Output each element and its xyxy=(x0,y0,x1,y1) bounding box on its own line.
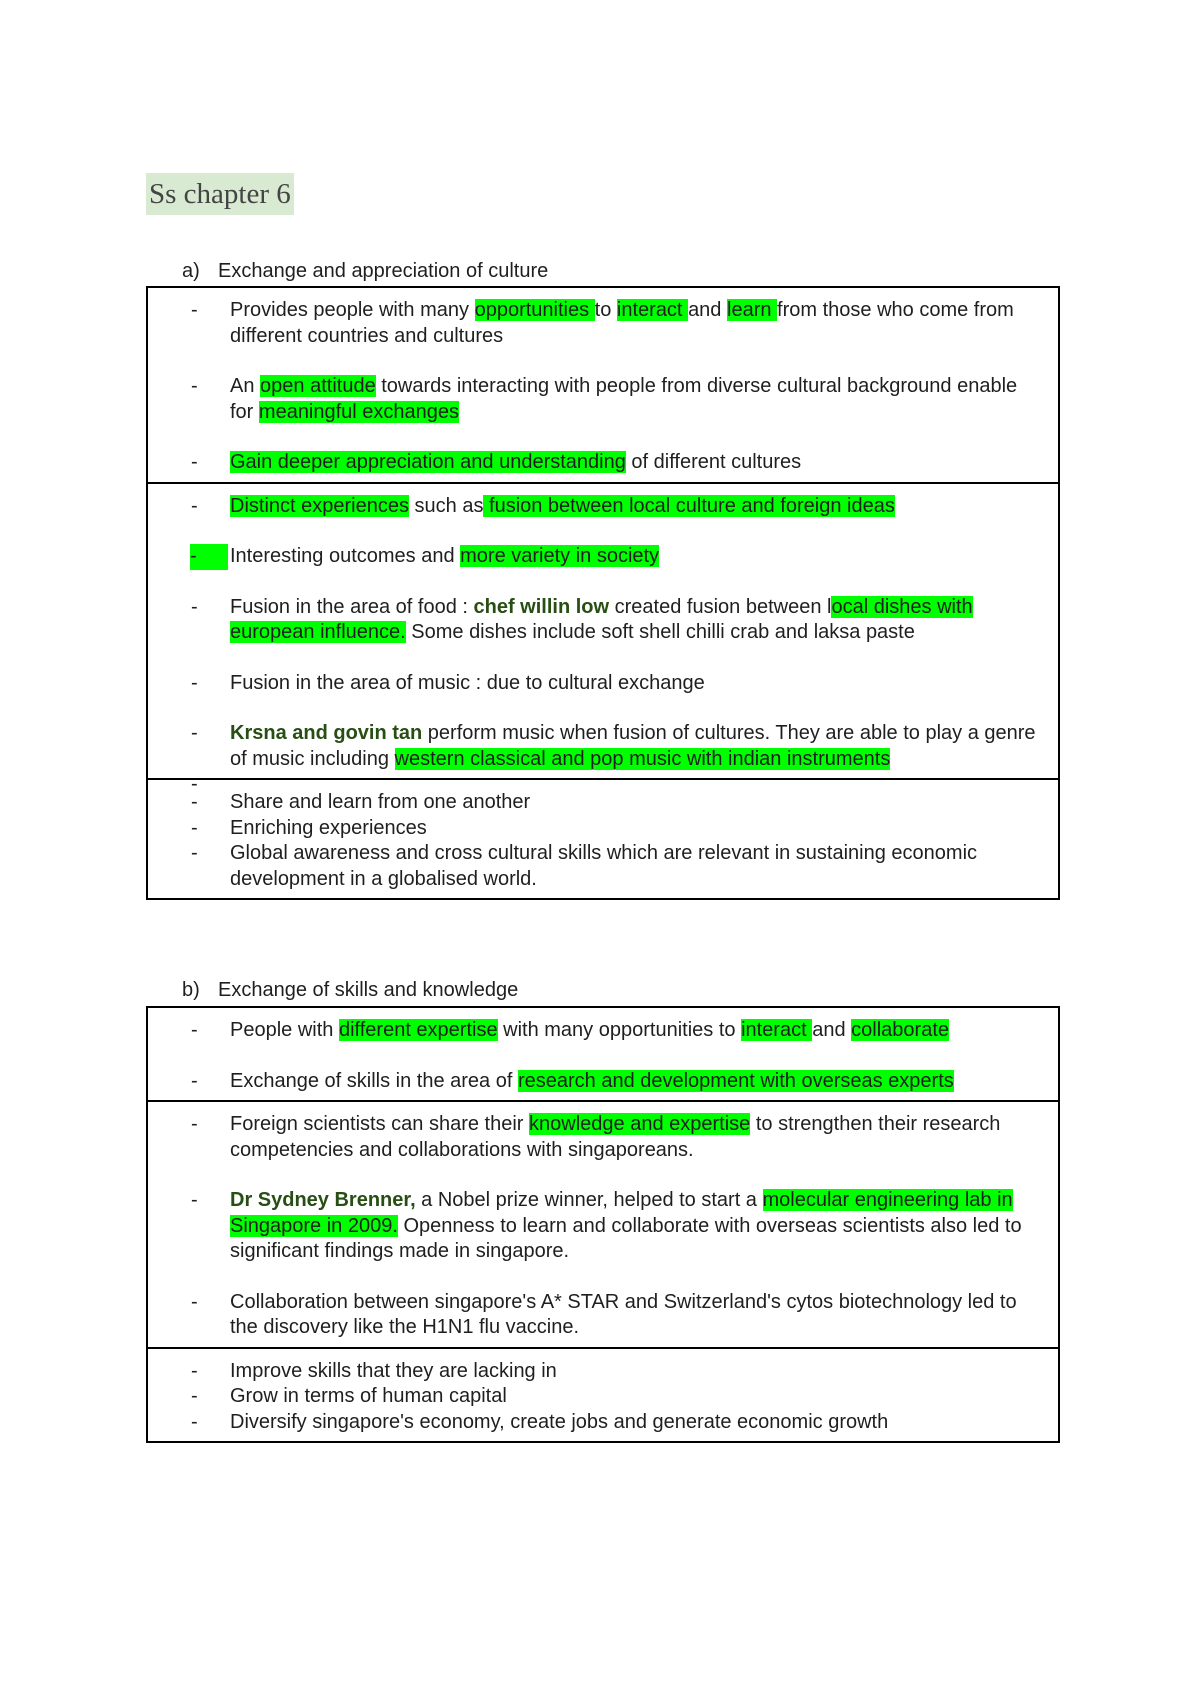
bullet-item xyxy=(148,1018,1046,1044)
bullet-item xyxy=(148,450,1046,476)
section-a-heading xyxy=(182,258,548,284)
bullet-list xyxy=(148,1359,1046,1436)
bullet-text: Diversify singapore's economy, create jobs and generate economic growth xyxy=(230,1410,889,1433)
bullet-dash: - xyxy=(190,544,228,570)
highlighted-text: research and development with overseas experts xyxy=(517,1069,954,1092)
bullet-text: towards interacting with people from diverse cultural background enable for xyxy=(230,375,1018,423)
bullet-text: Fusion in the area of music : due to cultural exchange xyxy=(230,671,705,694)
bullet-dash: - xyxy=(191,1069,198,1092)
bullet-item xyxy=(148,1410,1046,1436)
bold-name-text: Krsna and govin tan xyxy=(230,722,423,744)
highlighted-text: opportunities xyxy=(474,299,595,321)
bullet-item xyxy=(148,721,1046,772)
bullet-item xyxy=(148,1188,1046,1265)
bold-name-text: Dr Sydney Brenner, xyxy=(230,1189,416,1211)
bullet-item xyxy=(148,1384,1046,1410)
bullet-list xyxy=(148,1112,1046,1341)
bullet-list xyxy=(148,298,1046,476)
bullet-dash: - xyxy=(191,1359,198,1382)
bullet-text: Interesting outcomes and xyxy=(230,545,461,567)
highlighted-text: fusion between local culture and foreign ideas xyxy=(483,494,895,517)
bullet-text: and xyxy=(688,299,727,321)
highlighted-text: interact xyxy=(616,299,689,321)
bullet-text: to xyxy=(594,299,617,321)
section-b-heading-text: Exchange of skills and knowledge xyxy=(218,979,519,1001)
table-cell xyxy=(148,1008,1058,1100)
bullet-dash: - xyxy=(191,1019,198,1041)
bullet-list xyxy=(148,1018,1046,1094)
highlighted-text: molecular engineering lab in Singapore in 2009. xyxy=(230,1189,1013,1237)
bullet-text: Foreign scientists can share their xyxy=(230,1113,530,1135)
bullet-item xyxy=(148,544,1046,570)
highlighted-text: collaborate xyxy=(851,1019,949,1041)
bullet-dash: - xyxy=(191,773,198,795)
bullet-dash: - xyxy=(191,1410,198,1433)
bullet-item xyxy=(148,816,1046,842)
bullet-dash: - xyxy=(191,595,198,618)
bullet-text: perform music when fusion of cultures. They are able to play a genre of music including xyxy=(230,722,1036,770)
bullet-dash: - xyxy=(191,1290,198,1313)
bullet-text: from those who come from different countries and cultures xyxy=(230,299,1014,347)
bullet-text: Openness to learn and collaborate with overseas scientists also led to significant findings made in singapore. xyxy=(230,1214,1022,1262)
section-b-heading xyxy=(182,977,518,1003)
table-cell xyxy=(148,1100,1058,1347)
bullet-item xyxy=(148,671,1046,697)
highlighted-text: open attitude xyxy=(260,375,376,397)
bullet-text: Some dishes include soft shell chilli crab and laksa paste xyxy=(405,621,915,643)
highlighted-text: different expertise xyxy=(338,1019,498,1041)
bullet-dash: - xyxy=(191,1385,198,1407)
section-b-table xyxy=(146,1006,1060,1443)
bullet-text: Improve skills that they are lacking in xyxy=(230,1359,557,1382)
bullet-text: Enriching experiences xyxy=(230,816,427,839)
bullet-item xyxy=(148,1290,1046,1341)
section-a-marker: a) xyxy=(182,260,200,282)
bullet-text: Exchange of skills in the area of xyxy=(230,1069,518,1092)
bold-name-text: chef willin low xyxy=(473,595,610,618)
page-title: Ss chapter 6 xyxy=(146,173,294,215)
bullet-dash: - xyxy=(191,842,198,864)
bullet-item xyxy=(148,1069,1046,1095)
highlighted-text: more variety in society xyxy=(460,545,660,567)
table-cell xyxy=(148,482,1058,795)
section-a-table xyxy=(146,286,1060,900)
bullet-text: and xyxy=(812,1019,852,1041)
highlighted-text: western classical and pop music with indian instruments xyxy=(394,747,891,770)
bullet-dash: - xyxy=(191,299,198,321)
bullet-dash: - xyxy=(191,375,198,397)
highlighted-text: learn xyxy=(727,299,778,321)
bullet-list xyxy=(148,494,1046,795)
bullet-dash: - xyxy=(191,722,198,744)
bullet-item xyxy=(148,841,1046,892)
bullet-dash: - xyxy=(191,671,198,694)
bullet-dash: - xyxy=(191,791,198,813)
bullet-dash: - xyxy=(191,1189,198,1211)
bullet-text: of different cultures xyxy=(625,451,802,473)
bullet-item xyxy=(148,1359,1046,1385)
bullet-dash: - xyxy=(191,451,198,473)
bullet-text: An xyxy=(230,375,261,397)
bullet-dash: - xyxy=(191,1113,198,1135)
table-cell xyxy=(148,288,1058,482)
bullet-text: Fusion in the area of food : xyxy=(230,595,474,618)
highlighted-text: Gain deeper appreciation and understanding xyxy=(230,451,626,473)
bullet-text: created fusion between l xyxy=(609,595,832,618)
bullet-text: Global awareness and cross cultural skills which are relevant in sustaining economic development in a globalised world. xyxy=(230,842,978,890)
bullet-item xyxy=(148,298,1046,349)
bullet-text: a Nobel prize winner, helped to start a xyxy=(415,1189,763,1211)
table-cell xyxy=(148,778,1058,898)
highlighted-text: knowledge and expertise xyxy=(529,1113,751,1135)
table-cell xyxy=(148,1347,1058,1442)
highlighted-text: meaningful exchanges xyxy=(258,400,460,423)
bullet-item xyxy=(148,494,1046,520)
bullet-item xyxy=(148,790,1046,816)
bullet-item xyxy=(148,595,1046,646)
highlighted-text: Distinct experiences xyxy=(230,494,409,517)
highlighted-text: interact xyxy=(741,1019,813,1041)
bullet-text: such as xyxy=(408,494,484,517)
bullet-item xyxy=(148,374,1046,425)
bullet-text: Collaboration between singapore's A* STAR and Switzerland's cytos biotechnology led to the discovery like the H1N1 flu vaccine. xyxy=(230,1290,1017,1338)
bullet-text: to strengthen their research competencies and collaborations with singaporeans. xyxy=(230,1113,1001,1161)
bullet-text: Grow in terms of human capital xyxy=(230,1385,507,1407)
bullet-dash: - xyxy=(191,816,198,839)
bullet-dash: - xyxy=(191,494,198,517)
bullet-list xyxy=(148,790,1046,892)
bullet-text: with many opportunities to xyxy=(497,1019,742,1041)
bullet-text: People with xyxy=(230,1019,339,1041)
section-a-heading-text: Exchange and appreciation of culture xyxy=(218,260,549,282)
section-b-marker: b) xyxy=(182,979,200,1001)
bullet-text: Provides people with many xyxy=(230,299,475,321)
bullet-text: Share and learn from one another xyxy=(230,791,531,813)
highlighted-text: ocal dishes with european influence. xyxy=(230,595,973,643)
bullet-item xyxy=(148,1112,1046,1163)
